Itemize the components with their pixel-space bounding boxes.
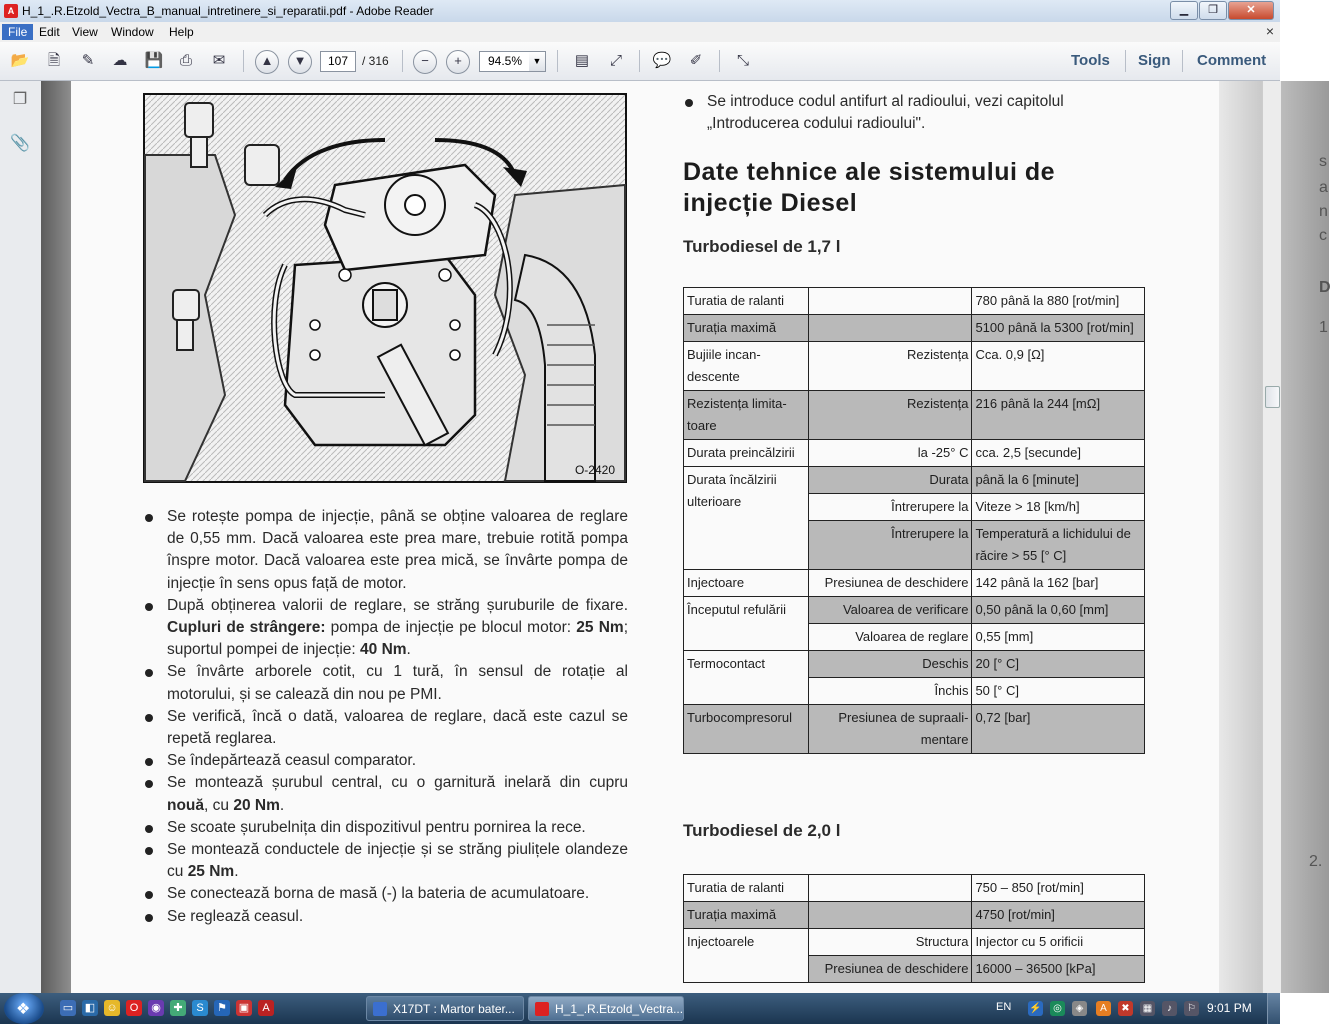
illustration-drawing <box>145 95 625 481</box>
show-desktop-button[interactable] <box>1267 993 1280 1024</box>
navigation-pane <box>0 81 42 993</box>
table-cell: Durata încălzirii ulterioare <box>684 467 809 570</box>
zoom-dropdown-icon[interactable]: ▼ <box>529 51 546 72</box>
tray-app-icon[interactable]: ◈ <box>1072 1001 1087 1016</box>
toolbar-separator <box>243 50 244 72</box>
cloud-upload-icon[interactable]: ☁ <box>112 52 128 69</box>
system-tray <box>992 993 1280 1024</box>
table-cell: Întrerupere la <box>808 521 972 570</box>
procedure-step <box>143 906 628 928</box>
table-row <box>684 929 1145 956</box>
fit-width-icon[interactable]: ⤢ <box>609 52 622 69</box>
table-row <box>684 440 1145 467</box>
zoom-in-icon[interactable]: + <box>446 50 470 74</box>
menu-edit[interactable]: Edit <box>39 25 60 39</box>
network-icon[interactable]: ▦ <box>1140 1001 1155 1016</box>
emphasized-text: nouă <box>167 796 205 814</box>
pdf-page <box>71 81 1331 993</box>
bullet-dot <box>685 99 693 107</box>
save-icon[interactable]: 💾 <box>144 52 164 69</box>
radio-code-text: Se introduce codul antifurt al radioului, vezi capitolul „Introducerea codului radioului". <box>707 93 1064 132</box>
table-cell: 0,50 până la 0,60 [mm] <box>972 597 1145 624</box>
show-desktop-icon[interactable]: ▭ <box>60 1000 76 1016</box>
table-cell: 5100 până la 5300 [rot/min] <box>972 315 1145 342</box>
toolbar-separator <box>402 50 403 72</box>
procedure-step <box>143 883 628 905</box>
edge-text: 2. <box>1309 853 1323 870</box>
menu-file[interactable]: File <box>2 24 33 40</box>
page-thumbnails-icon[interactable]: ❐ <box>12 91 28 108</box>
full-screen-icon[interactable]: ⤡ <box>736 52 749 69</box>
table-row <box>684 902 1145 929</box>
restore-button[interactable]: ❐ <box>1199 1 1227 20</box>
table-row <box>684 597 1145 624</box>
table-cell: 16000 – 36500 [kPa] <box>972 956 1145 983</box>
table-cell: Temperatură a lichidului de răcire > 55 [° C] <box>972 521 1145 570</box>
procedure-step <box>143 706 628 750</box>
table-cell: Termocontact <box>684 651 809 705</box>
menu-view[interactable]: View <box>72 25 98 39</box>
edge-text: s <box>1319 153 1327 170</box>
browser-icon <box>373 1002 387 1016</box>
menu-window[interactable]: Window <box>111 25 154 39</box>
table-cell: Durata preincălzirii <box>684 440 809 467</box>
vertical-scrollbar[interactable] <box>1262 81 1281 993</box>
quicklaunch-app-icon[interactable]: ◧ <box>82 1000 98 1016</box>
turbodiesel-20-title: Turbodiesel de 2,0 l <box>683 821 841 840</box>
tray-app-icon[interactable]: ✖ <box>1118 1001 1133 1016</box>
zoom-input[interactable]: 94.5% <box>479 51 531 72</box>
step-text: ; suportul pompei de injecție: <box>167 619 629 659</box>
highlight-icon[interactable]: ✐ <box>689 52 703 69</box>
table-cell: Injectoare <box>684 570 809 597</box>
step-text: . <box>279 796 285 814</box>
table-cell: 780 până la 880 [rot/min] <box>972 288 1145 315</box>
bullet-dot <box>145 891 153 899</box>
step-text: . <box>234 863 239 881</box>
table-cell: Rezistența <box>808 391 972 440</box>
table-cell <box>808 902 972 929</box>
table-cell: 216 până la 244 [mΩ] <box>972 391 1145 440</box>
table-cell: Valoarea de reglare <box>808 624 972 651</box>
adobe-pdf-icon <box>535 1002 549 1016</box>
toolbar-separator <box>639 50 640 72</box>
emphasized-text: 40 Nm <box>360 641 407 659</box>
table-cell: la -25° C <box>808 440 972 467</box>
windows-taskbar <box>0 993 1280 1024</box>
procedure-step <box>143 595 628 662</box>
opera-icon[interactable]: O <box>126 1000 142 1016</box>
table-cell: Turatia de ralanti <box>684 875 809 902</box>
volume-icon[interactable]: ♪ <box>1162 1001 1177 1016</box>
previous-page-icon[interactable]: ▲ <box>255 50 279 74</box>
close-button[interactable]: ✕ <box>1228 1 1274 20</box>
procedure-bullet-list <box>143 506 628 928</box>
clock[interactable]: 9:01 PM <box>1207 1001 1252 1015</box>
skype-icon[interactable]: S <box>192 1000 208 1016</box>
step-text: Se verifică, încă o dată, valoarea de reglare, dacă este cazul se repetă reglarea. <box>167 707 628 748</box>
messenger-icon[interactable]: ☺ <box>104 1000 120 1016</box>
print-icon[interactable]: ⎙ <box>179 52 192 69</box>
title-bar <box>0 0 1280 23</box>
table-cell: 750 – 850 [rot/min] <box>972 875 1145 902</box>
comment-pane-button[interactable]: Comment <box>1197 52 1267 69</box>
taskbar-item-browser[interactable] <box>366 996 524 1021</box>
table-row <box>684 315 1145 342</box>
step-text: După obținerea valorii de reglare, se străng șuruburile de fixare. <box>167 596 628 614</box>
toolbar-separator <box>557 50 558 72</box>
table-cell: Turatia de ralanti <box>684 288 809 315</box>
table-cell: Cca. 0,9 [Ω] <box>972 342 1145 391</box>
quicklaunch-app-icon[interactable]: ⚑ <box>214 1000 230 1016</box>
tools-pane-button[interactable]: Tools <box>1071 52 1110 69</box>
taskbar-item-adobe-reader[interactable] <box>528 996 684 1021</box>
table-row <box>684 875 1145 902</box>
table-cell: Întrerupere la <box>808 494 972 521</box>
menu-help[interactable]: Help <box>169 25 194 39</box>
edit-icon[interactable]: ✎ <box>81 52 95 69</box>
step-text: Se reglează ceasul. <box>167 907 304 925</box>
table-cell: Începutul refulării <box>684 597 809 651</box>
table-cell <box>808 315 972 342</box>
step-text: Se montează șurubul central, cu o garnitură inelară din cupru <box>167 774 628 792</box>
table-cell: Viteze > 18 [km/h] <box>972 494 1145 521</box>
toolbar-separator <box>719 50 720 72</box>
procedure-step <box>143 817 628 839</box>
figure-label: O-2420 <box>574 463 615 477</box>
windows-logo-icon: ❖ <box>16 1001 31 1018</box>
edge-text: c <box>1319 227 1327 244</box>
window-title: H_1_.R.Etzold_Vectra_B_manual_intretinere_si_reparatii.pdf - Adobe Reader <box>22 4 434 18</box>
adobe-pdf-icon: A <box>4 4 18 18</box>
attachments-icon[interactable]: 📎 <box>10 135 30 152</box>
document-margin <box>41 81 71 993</box>
table-cell: Bujiile incan-descente <box>684 342 809 391</box>
sticky-note-icon[interactable]: 💬 <box>652 52 672 69</box>
step-text: . <box>406 641 411 659</box>
edge-text: D <box>1319 279 1331 296</box>
radio-code-bullet <box>683 91 1148 135</box>
zoom-out-icon[interactable]: − <box>413 50 437 74</box>
table-cell <box>808 875 972 902</box>
toolbar <box>0 42 1280 81</box>
create-pdf-icon[interactable]: 🗎 <box>47 52 61 69</box>
table-cell: Turația maximă <box>684 315 809 342</box>
table-row <box>684 467 1145 494</box>
section-heading: Date tehnice ale sistemului de injecție Diesel <box>683 158 1056 217</box>
tray-app-icon[interactable]: ◎ <box>1050 1001 1065 1016</box>
edge-text: a <box>1319 179 1328 196</box>
table-cell: 20 [° C] <box>972 651 1145 678</box>
sign-pane-button[interactable]: Sign <box>1138 52 1171 69</box>
table-row <box>684 651 1145 678</box>
taskbar-item-label: X17DT : Martor bater... <box>393 1002 515 1016</box>
bullet-dot <box>145 758 153 766</box>
emphasized-text: 25 Nm <box>576 619 624 637</box>
table-cell: până la 6 [minute] <box>972 467 1145 494</box>
table-cell: Rezistența limita-toare <box>684 391 809 440</box>
step-text: Se scoate șurubelnița din dispozitivul pentru pornirea la rece. <box>167 818 586 836</box>
table-row <box>684 705 1145 754</box>
action-center-icon[interactable]: ⚐ <box>1184 1001 1199 1016</box>
bullet-dot <box>145 669 153 677</box>
turbodiesel-17-spec-table <box>683 287 1145 754</box>
procedure-step <box>143 772 628 816</box>
open-icon[interactable]: 📂 <box>10 52 30 69</box>
table-cell: Rezistența <box>808 342 972 391</box>
table-row <box>684 342 1145 391</box>
step-text: Se îndepărtează ceasul comparator. <box>167 752 417 770</box>
table-cell: Turbocompresorul <box>684 705 809 754</box>
minimize-button[interactable]: ▁ <box>1170 1 1198 20</box>
injection-pump-illustration <box>143 93 627 483</box>
table-cell: Presiunea de deschidere <box>808 956 972 983</box>
turbodiesel-20-spec-table <box>683 874 1145 983</box>
start-button[interactable] <box>4 993 44 1024</box>
table-cell: 0,55 [mm] <box>972 624 1145 651</box>
quicklaunch-app-icon[interactable]: ✚ <box>170 1000 186 1016</box>
emphasized-text: 20 Nm <box>233 796 280 814</box>
page-total: / 316 <box>362 54 389 68</box>
procedure-step <box>143 839 628 883</box>
bullet-dot <box>145 514 153 522</box>
step-text: pompa de injecție pe blocul motor: <box>325 619 577 637</box>
table-cell: Durata <box>808 467 972 494</box>
table-cell <box>808 288 972 315</box>
tray-app-icon[interactable]: ⚡ <box>1029 1003 1042 1014</box>
scrollbar-thumb[interactable] <box>1265 386 1280 408</box>
table-cell: Injector cu 5 orificii <box>972 929 1145 956</box>
turbodiesel-17-title: Turbodiesel de 1,7 l <box>683 237 841 256</box>
table-cell: Valoarea de verificare <box>808 597 972 624</box>
pdf-quicklaunch-icon[interactable]: A <box>258 1000 274 1016</box>
bullet-dot <box>145 714 153 722</box>
emphasized-text: Cupluri de strângere: <box>167 619 326 637</box>
table-cell: Structura <box>808 929 972 956</box>
procedure-step <box>143 661 628 705</box>
step-text: Se rotește pompa de injecție, până se obține valoarea de reglare de 0,55 mm. Dacă valoarea este prea mare, trebuie rotită pompa înspre motor. Dacă valoarea este prea mică, se învârte pompa de injecție în sens opus față de motor. <box>167 508 628 592</box>
table-cell: Închis <box>808 678 972 705</box>
taskbar-item-label: H_1_.R.Etzold_Vectra... <box>555 1002 684 1016</box>
table-row <box>684 570 1145 597</box>
step-text: Se învârte arborele cotit, cu 1 tură, în sensul de rotație al motorului, și se calează din nou pe PMI. <box>167 663 628 703</box>
fit-page-icon[interactable]: ▤ <box>574 52 590 69</box>
table-cell: 50 [° C] <box>972 678 1145 705</box>
close-document-icon[interactable]: × <box>1265 23 1274 39</box>
quicklaunch-app-icon[interactable]: ▣ <box>236 1000 252 1016</box>
step-text: Se conectează borna de masă (-) la bateria de acumulatoare. <box>167 885 590 903</box>
table-cell: 0,72 [bar] <box>972 705 1145 754</box>
bullet-dot <box>145 780 153 788</box>
table-cell: 4750 [rot/min] <box>972 902 1145 929</box>
bullet-dot <box>145 914 153 922</box>
edge-text: 1 <box>1319 319 1328 336</box>
avast-icon[interactable]: A <box>1096 1001 1111 1016</box>
table-cell: cca. 2,5 [secunde] <box>972 440 1145 467</box>
step-text: , cu <box>204 796 234 814</box>
bullet-dot <box>145 603 153 611</box>
bullet-dot <box>145 847 153 855</box>
table-row <box>684 288 1145 315</box>
email-icon[interactable]: ✉ <box>212 52 226 69</box>
toolbar-separator <box>1182 50 1183 72</box>
menu-bar <box>0 22 1280 42</box>
table-cell: 142 până la 162 [bar] <box>972 570 1145 597</box>
table-cell: Turația maximă <box>684 902 809 929</box>
window-controls <box>1169 1 1274 19</box>
procedure-step <box>143 506 628 595</box>
language-indicator[interactable]: EN <box>996 1001 1012 1013</box>
step-text: Se montează conductele de injecție și se străng piulițele olandeze cu <box>167 841 628 881</box>
procedure-step <box>143 750 628 772</box>
next-page-icon[interactable]: ▼ <box>288 50 312 74</box>
table-cell: Presiunea de supraali-mentare <box>808 705 972 754</box>
table-cell: Presiunea de deschidere <box>808 570 972 597</box>
bullet-dot <box>145 825 153 833</box>
emphasized-text: 25 Nm <box>187 863 235 881</box>
page-number-input[interactable]: 107 <box>320 51 356 72</box>
edge-text: n <box>1319 203 1328 220</box>
table-cell: Deschis <box>808 651 972 678</box>
toolbar-separator <box>1125 50 1126 72</box>
table-cell: Injectoarele <box>684 929 809 983</box>
table-row <box>684 391 1145 440</box>
quicklaunch-app-icon[interactable]: ◉ <box>148 1000 164 1016</box>
